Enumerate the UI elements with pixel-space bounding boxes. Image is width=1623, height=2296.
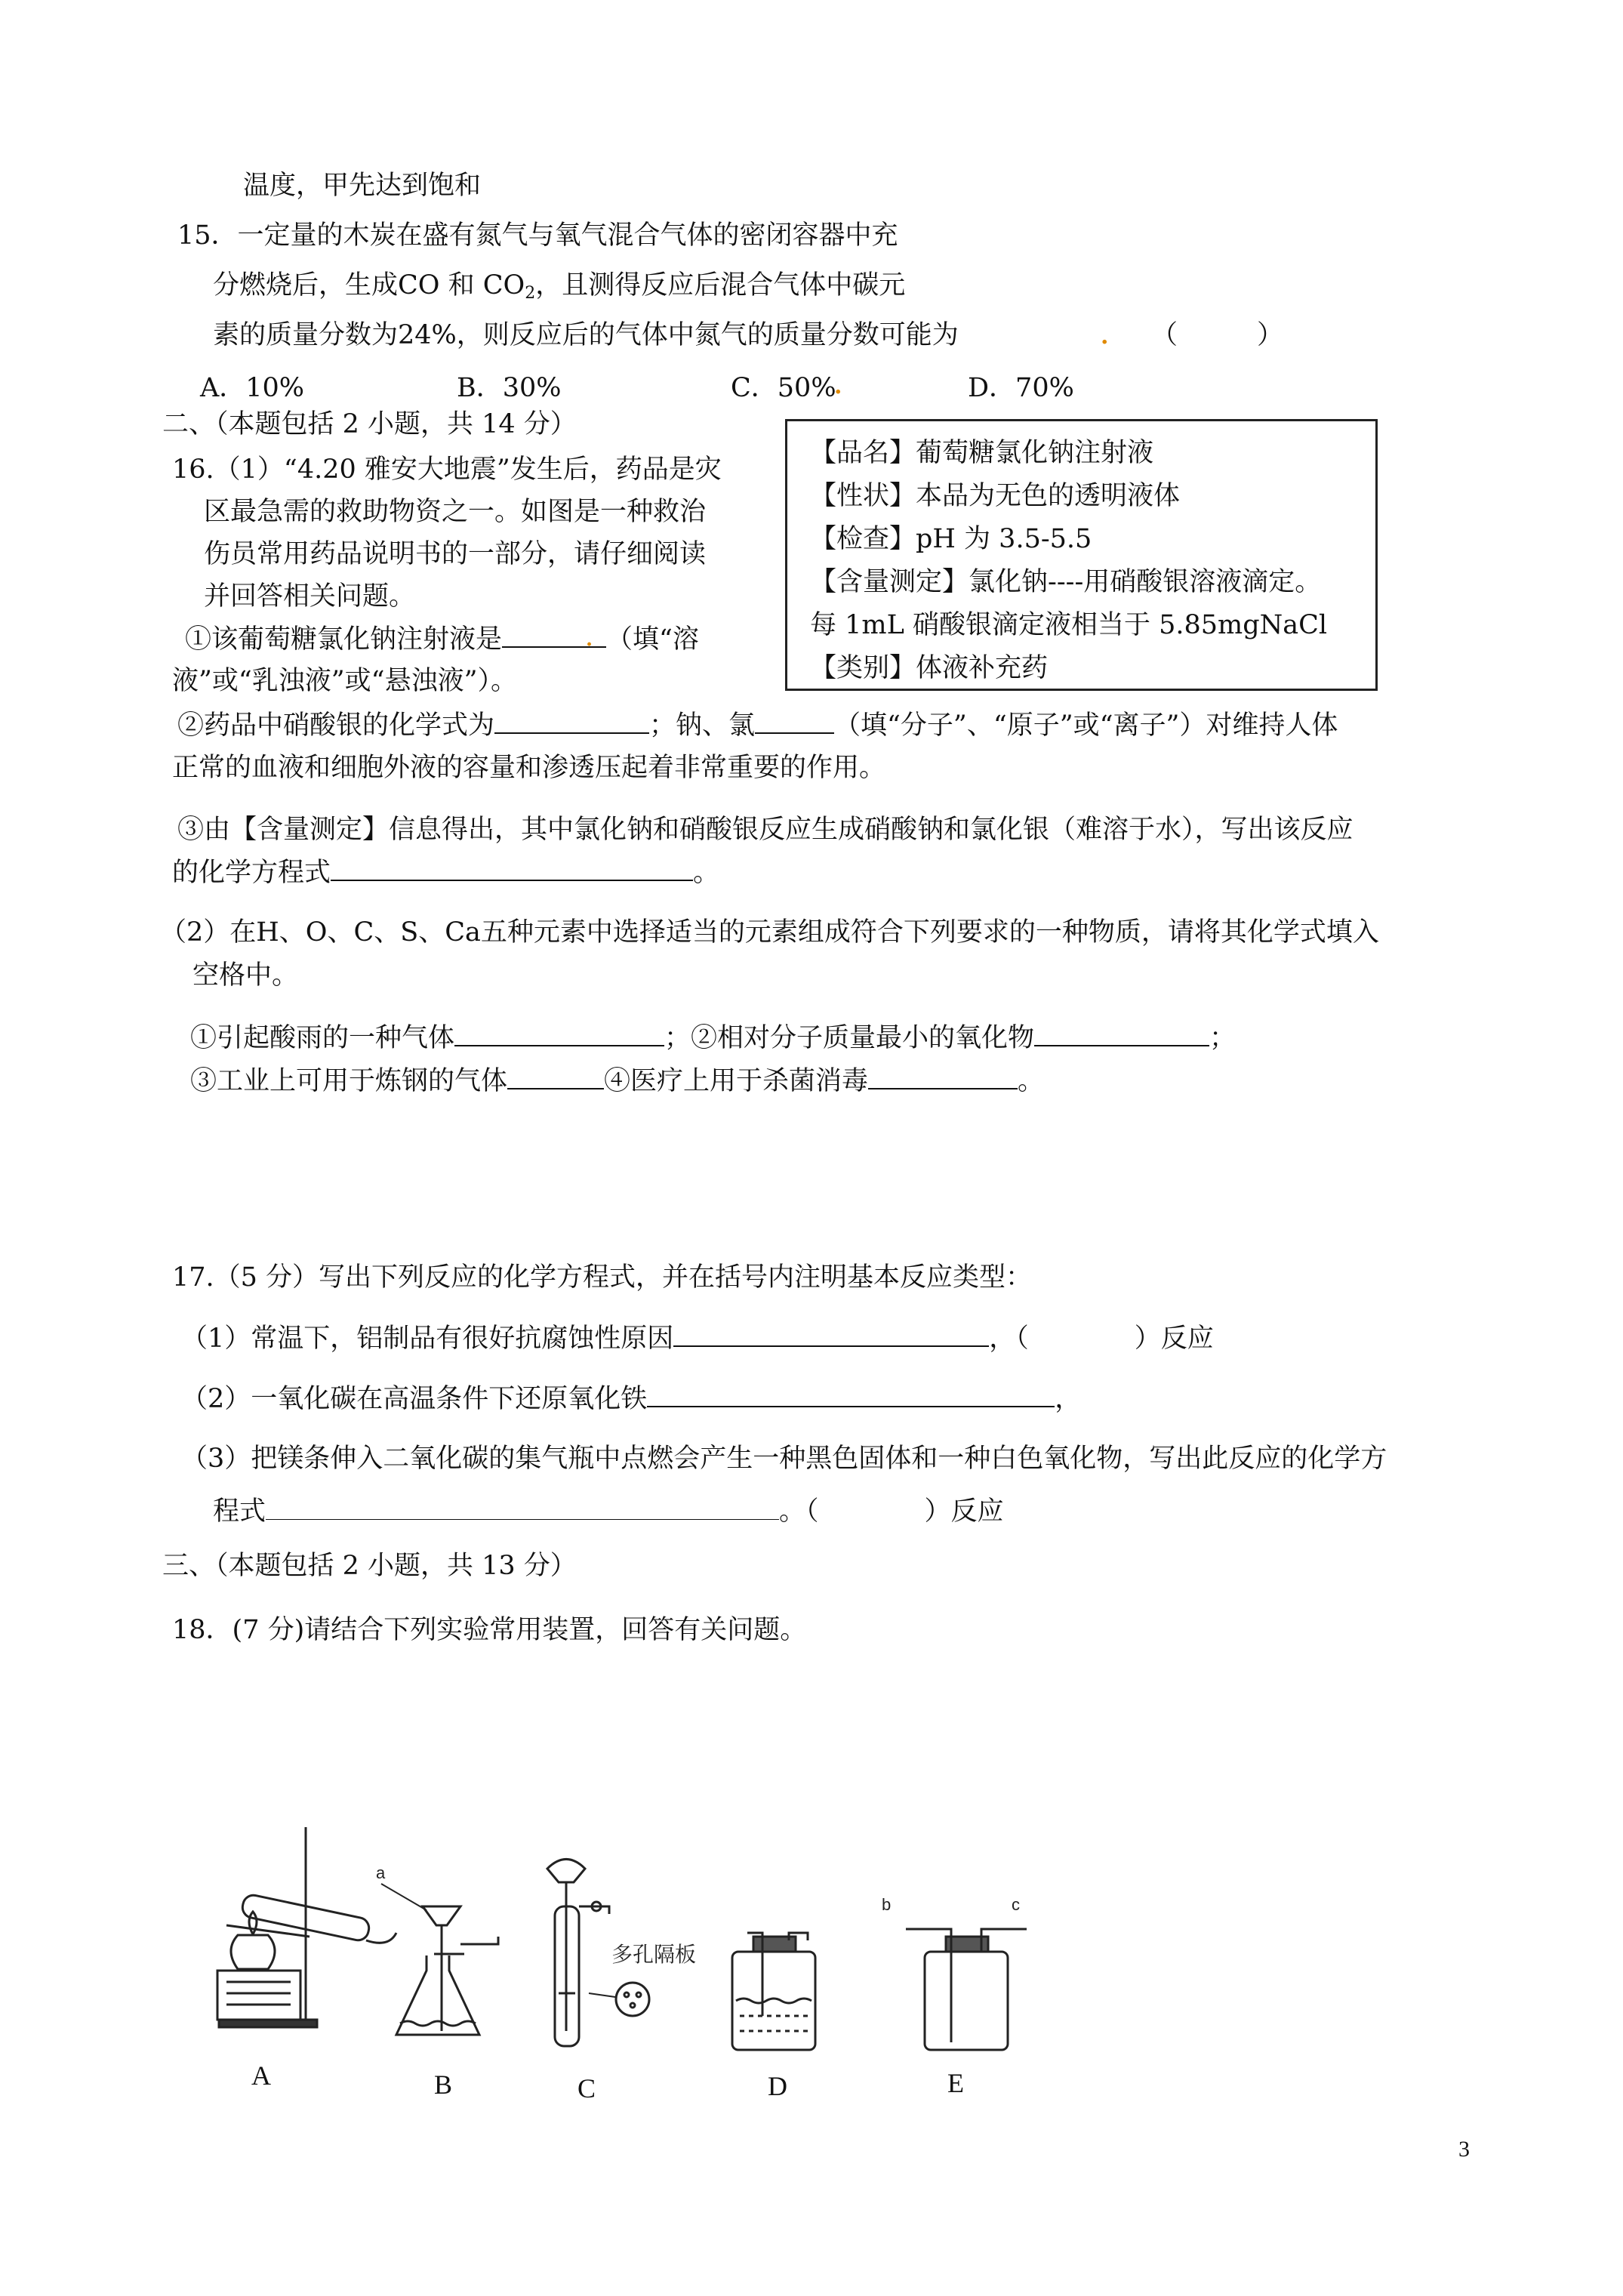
apparatus-e-gas-bottle (906, 1929, 1027, 2050)
info-line: 每 1mL 硝酸银滴定液相当于 5.85mgNaCl (810, 610, 1328, 640)
mark-dot: . (586, 628, 593, 651)
question-16-line-4: 并回答相关问题。 (204, 581, 416, 612)
tag-c: c (1012, 1895, 1020, 1914)
info-line: 【品名】葡萄糖氯化钠注射液 (810, 438, 1154, 468)
question-17-line-3: （2）一氧化碳在高温条件下还原氧化铁 ， (181, 1380, 1081, 1417)
figure-label-d: D (768, 2071, 787, 2101)
tag-a: a (376, 1863, 386, 1882)
option-c: C．50% (731, 373, 836, 403)
option-b: B．30% (457, 373, 562, 403)
figure-label-a: A (251, 2060, 271, 2091)
question-17-line-4: （3）把镁条伸入二氧化碳的集气瓶中点燃会产生一种黑色固体和一种白色氧化物，写出此反应的化学方 (181, 1444, 1387, 1474)
info-line: 【检查】pH 为 3.5-5.5 (810, 524, 1092, 554)
info-line: 【性状】本品为无色的透明液体 (810, 481, 1181, 511)
figure-label-b: B (434, 2069, 453, 2100)
question-16-line-13: ①引起酸雨的一种气体 ；②相对分子质量最小的氧化物 ； (190, 1019, 1236, 1056)
question-16-line-9: ③由【含量测定】信息得出，其中氯化钠和硝酸银反应生成硝酸钠和氯化银（难溶于水），写出该反应 (177, 815, 1354, 845)
mark-dot: . (834, 373, 842, 399)
question-16-line-8: 正常的血液和细胞外液的容量和渗透压起着非常重要的作用。 (172, 753, 886, 783)
figure-label-e: E (947, 2068, 964, 2098)
apparatus-a-heating-setup (217, 1827, 396, 2027)
question-16-line-2: 区最急需的救助物资之一。如图是一种救治 (204, 497, 707, 527)
question-16-line-5: ①该葡萄糖氯化钠注射液是 （填“溶 (185, 621, 699, 658)
tag-porous-plate: 多孔隔板 (611, 1943, 697, 1966)
answer-paren: （ ） (1151, 320, 1284, 350)
info-line: 【类别】体液补充药 (810, 653, 1049, 683)
info-line: 【含量测定】氯化钠----用硝酸银溶液滴定。 (810, 567, 1322, 597)
apparatus-d-wash-bottle (732, 1933, 815, 2050)
text-line: 温度，甲先达到饱和 (243, 171, 482, 201)
question-15-line-3: 素的质量分数为24%，则反应后的气体中氮气的质量分数可能为 (213, 320, 959, 350)
option-d: D．70% (968, 373, 1074, 403)
section-3-heading: 三、（本题包括 2 小题，共 13 分） (162, 1551, 577, 1581)
section-2-heading: 二、（本题包括 2 小题，共 14 分） (162, 409, 577, 439)
question-16-line-6: 液”或“乳浊液”或“悬浊液”）。 (172, 666, 517, 696)
question-16-line-14: ③工业上可用于炼钢的气体 ④医疗上用于杀菌消毒 。 (190, 1062, 1044, 1099)
figure-label-c: C (577, 2073, 596, 2103)
question-16-line-1: 16.（1）“4.20 雅安大地震”发生后，药品是灾 (172, 455, 722, 485)
tag-b: b (882, 1895, 892, 1914)
question-15-line-2: 分燃烧后，生成CO 和 $CO_2$，且测得反应后混合气体中碳元 (213, 270, 906, 303)
option-a: A．10% (200, 373, 305, 403)
question-16-line-7: ②药品中硝酸银的化学式为 ；钠、氯 （填“分子”、“原子”或“离子”）对维持人体 (177, 707, 1338, 744)
question-17-line-2: （1）常温下，铝制品有很好抗腐蚀性原因 ，（ ）反应 (181, 1320, 1214, 1357)
question-16-line-12: 空格中。 (192, 960, 299, 991)
question-16-line-11: （2）在H、O、C、S、Ca五种元素中选择适当的元素组成符合下列要求的一种物质，请将其化学式填入 (160, 917, 1379, 948)
question-17-line-1: 17.（5 分）写出下列反应的化学方程式，并在括号内注明基本反应类型： (172, 1262, 1033, 1293)
question-18-line-1: 18．(7 分)请结合下列实验常用装置，回答有关问题。 (172, 1615, 807, 1645)
page-number: 3 (1458, 2137, 1470, 2162)
question-15-line-1: 15．一定量的木炭在盛有氮气与氧气混合气体的密闭容器中充 (177, 220, 898, 251)
question-16-line-10: 的化学方程式 。 (172, 854, 719, 891)
question-16-line-3: 伤员常用药品说明书的一部分，请仔细阅读 (204, 539, 707, 569)
mark-dot: . (1101, 323, 1109, 350)
apparatus-b-flask (381, 1884, 498, 2035)
question-17-line-5: 程式 。（ ）反应 (213, 1493, 1004, 1530)
